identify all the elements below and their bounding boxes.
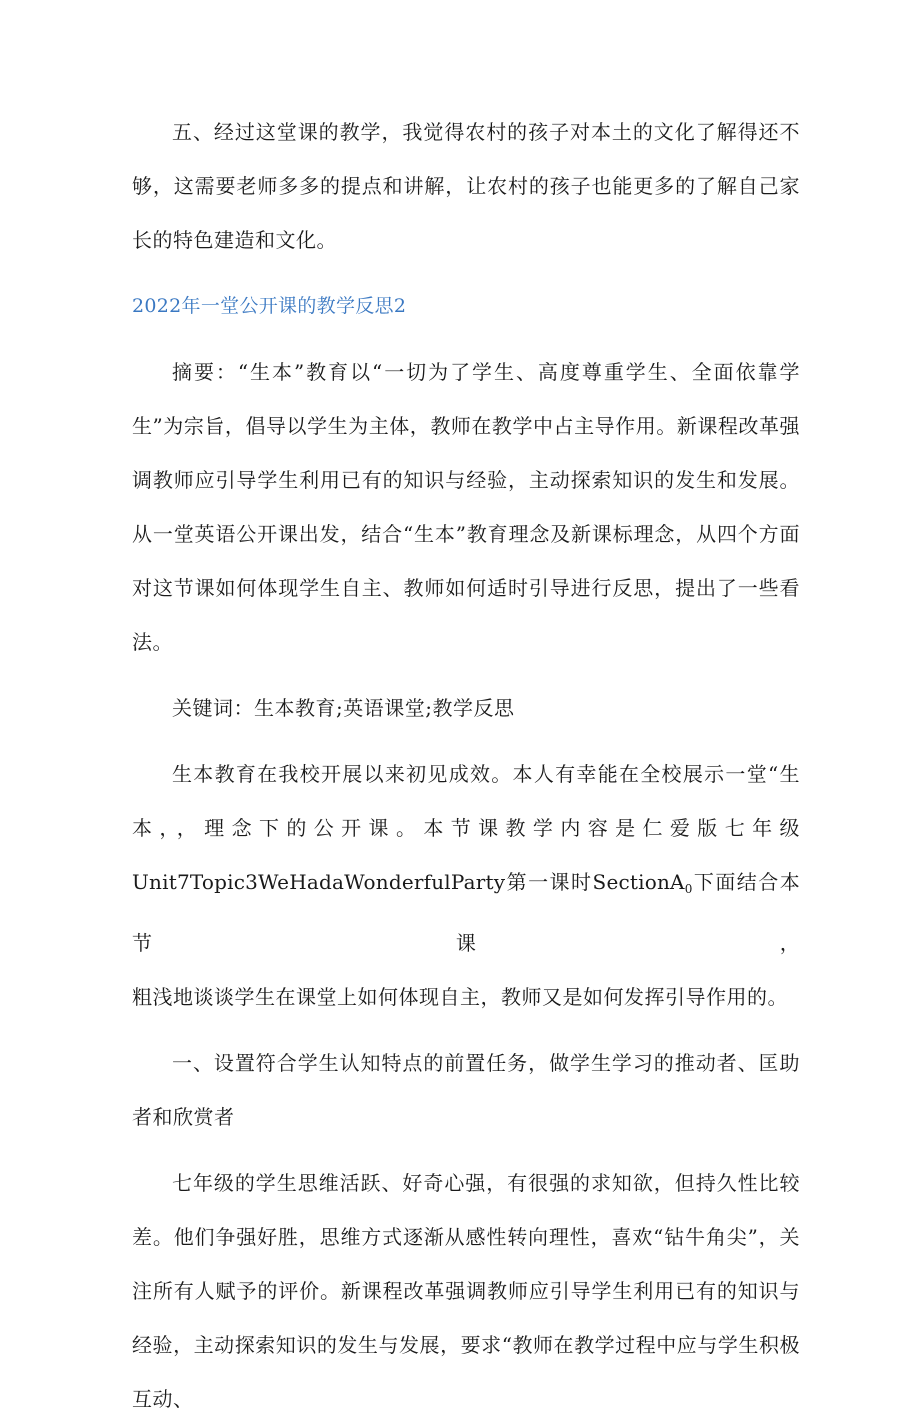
abstract-paragraph: 摘要：“生本”教育以“一切为了学生、高度尊重学生、全面依靠学生”为宗旨，倡导以学生为主体，教师在教学中占主导作用。新课程改革强调教师应引导学生利用已有的知识与经验，主动探索知识的发生和发展。从一堂英语公开课出发，结合“生本”教育理念及新课标理念，从四个方面对这节课如何体现学生自主、教师如何适时引导进行反思，提出了一些看法。 [132,360,800,654]
keywords-line: 关键词：生本教育;英语课堂;教学反思 [172,696,515,720]
paragraph-five: 五、经过这堂课的教学，我觉得农村的孩子对本土的文化了解得还不够，这需要老师多多的提点和讲解，让农村的孩子也能更多的了解自己家长的特色建造和文化。 [132,120,800,252]
section-one-title: 一、设置符合学生认知特点的前置任务，做学生学习的推动者、匡助者和欣赏者 [132,1051,800,1129]
intro-line-3-prefix: Unit7Topic3WeHadaWonderfulParty第一课时SectionA [132,870,685,894]
section-heading: 2022年一堂公开课的教学反思2 [132,295,407,317]
intro-line-1: 生本教育在我校开展以来初见成效。本人有幸能在全校展示一堂“生 [172,762,800,786]
intro-line-3 [132,855,800,970]
section-one-body: 七年级的学生思维活跃、好奇心强，有很强的求知欲，但持久性比较差。他们争强好胜，思维方式逐渐从感性转向理性，喜欢“钻牛角尖”，关注所有人赋予的评价。新课程改革强调教师应引导学生利用已有的知识与经验，主动探索知识的发生与发展，要求“教师在教学过程中应与学生积极互动、 [132,1171,800,1411]
intro-line-3-suffix: 下面结合本节课， [132,870,800,955]
document-body [132,105,800,1426]
intro-line-2: 本，，理念下的公开课。本节课教学内容是仁爱版七年级 [132,816,800,840]
intro-line-3-subscript: 0 [684,882,693,896]
intro-line-4: 粗浅地谈谈学生在课堂上如何体现自主，教师又是如何发挥引导作用的。 [132,985,788,1009]
intro-paragraph [132,747,800,1024]
